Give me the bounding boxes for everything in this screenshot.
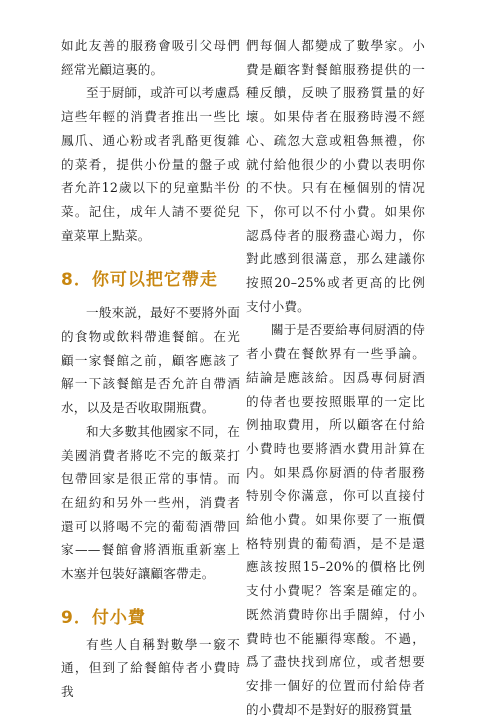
section-heading-8: 8．你可以把它帶走 — [61, 270, 218, 291]
section-heading-9: 9．付小費 — [61, 607, 146, 628]
left-column — [61, 34, 240, 704]
paragraph: 一般來説，最好不要將外面的食物或飲料帶進餐館。在光顧一家餐館之前，顧客應該了解一下該餐館是否允許自帶酒水，以及是否收取開瓶費。 — [61, 305, 240, 416]
paragraph: 有些人自稱對數學一竅不通，但到了給餐館侍者小費時我 — [61, 636, 240, 700]
paragraph: 關于是否要給專伺厨酒的侍者小費在餐飲界有一些爭論。結論是應該給。因爲專伺厨酒的侍者也要按照賬單的一定比例抽取費用，所以顧客在付給小費時也要將酒水費用計算在内。如果爲你厨酒的侍者服務特别令你滿意，你可以直接付給他小費。如果你要了一瓶價格特别貴的葡萄酒，是不是還應該按照15–20%的價格比例支付小費呢？答案是確定的。既然消費時你出手闊綽，付小費時也不能顯得寒酸。不過，爲了盡快找到席位，或者想要安排一個好的位置而付給侍者的小費却不是對好的服務質量 — [246, 322, 425, 717]
paragraph: 如此友善的服務會吸引父母們經常光顧這裏的。 — [61, 38, 240, 77]
paragraph: 和大多數其他國家不同，在美國消費者將吃不完的飯菜打包帶回家是很正常的事情。而在紐約和另外一些州，消費者還可以將喝不完的葡萄酒帶回家——餐館會將酒瓶重新塞上木塞并包裝好讓顧客帶走。 — [61, 423, 240, 582]
paragraph: 至于厨師，或許可以考慮爲這些年輕的消費者推出一些比鳳爪、通心粉或者乳酪更復雜的菜肴，提供小份量的盤子或者允許12歲以下的兒童點半份菜。記住，成年人請不要從兒童菜單上點菜。 — [61, 85, 240, 243]
right-column — [246, 34, 425, 721]
paragraph: 們每個人都變成了數學家。小費是顧客對餐館服務提供的一種反饋，反映了服務質量的好壞。如果侍者在服務時漫不經心、疏忽大意或粗魯無禮，你就付給他很少的小費以表明你的不快。只有在極個别的情况下，你可以不付小費。如果你認爲侍者的服務盡心竭力，你對此感到很滿意，那么建議你按照20–25%或者更高的比例支付小費。 — [246, 38, 425, 314]
